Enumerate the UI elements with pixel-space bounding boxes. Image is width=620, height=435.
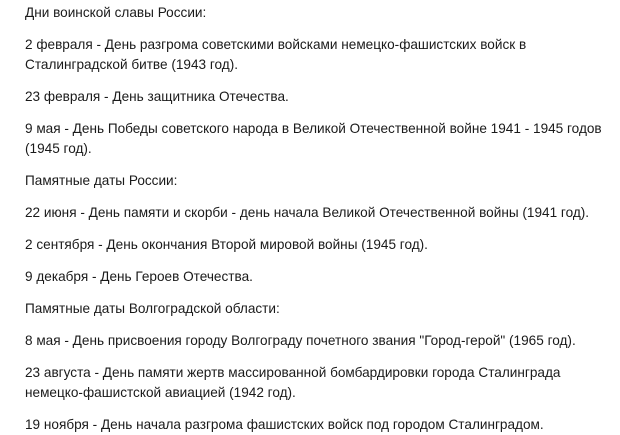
list-item: 23 августа - День памяти жертв массированной бомбардировки города Сталинграда немецко-фашистской авиацией (1942 год). bbox=[25, 365, 561, 400]
section-heading-military-glory: Дни воинской славы России: bbox=[25, 5, 207, 20]
list-item: 2 февраля - День разгрома советскими войсками немецко-фашистских войск в Сталинградской битве (1943 год). bbox=[25, 37, 527, 72]
document-body bbox=[25, 3, 610, 435]
section-heading-memorable-dates-russia: Памятные даты России: bbox=[25, 173, 178, 188]
list-item: 19 ноября - День начала разгрома фашистских войск под городом Сталинградом. bbox=[25, 417, 544, 432]
list-item: 9 мая - День Победы советского народа в Великой Отечественной войне 1941 - 1945 годов (1945 год). bbox=[25, 121, 602, 156]
list-item: 22 июня - День памяти и скорби - день начала Великой Отечественной войны (1941 год). bbox=[25, 205, 590, 220]
list-item: 8 мая - День присвоения городу Волгограду почетного звания "Город-герой" (1965 год). bbox=[25, 333, 576, 348]
section-heading-volgograd-dates: Памятные даты Волгоградской области: bbox=[25, 301, 280, 316]
list-item: 2 сентября - День окончания Второй мировой войны (1945 год). bbox=[25, 237, 428, 252]
list-item: 23 февраля - День защитника Отечества. bbox=[25, 89, 289, 104]
list-item: 9 декабря - День Героев Отечества. bbox=[25, 269, 253, 284]
